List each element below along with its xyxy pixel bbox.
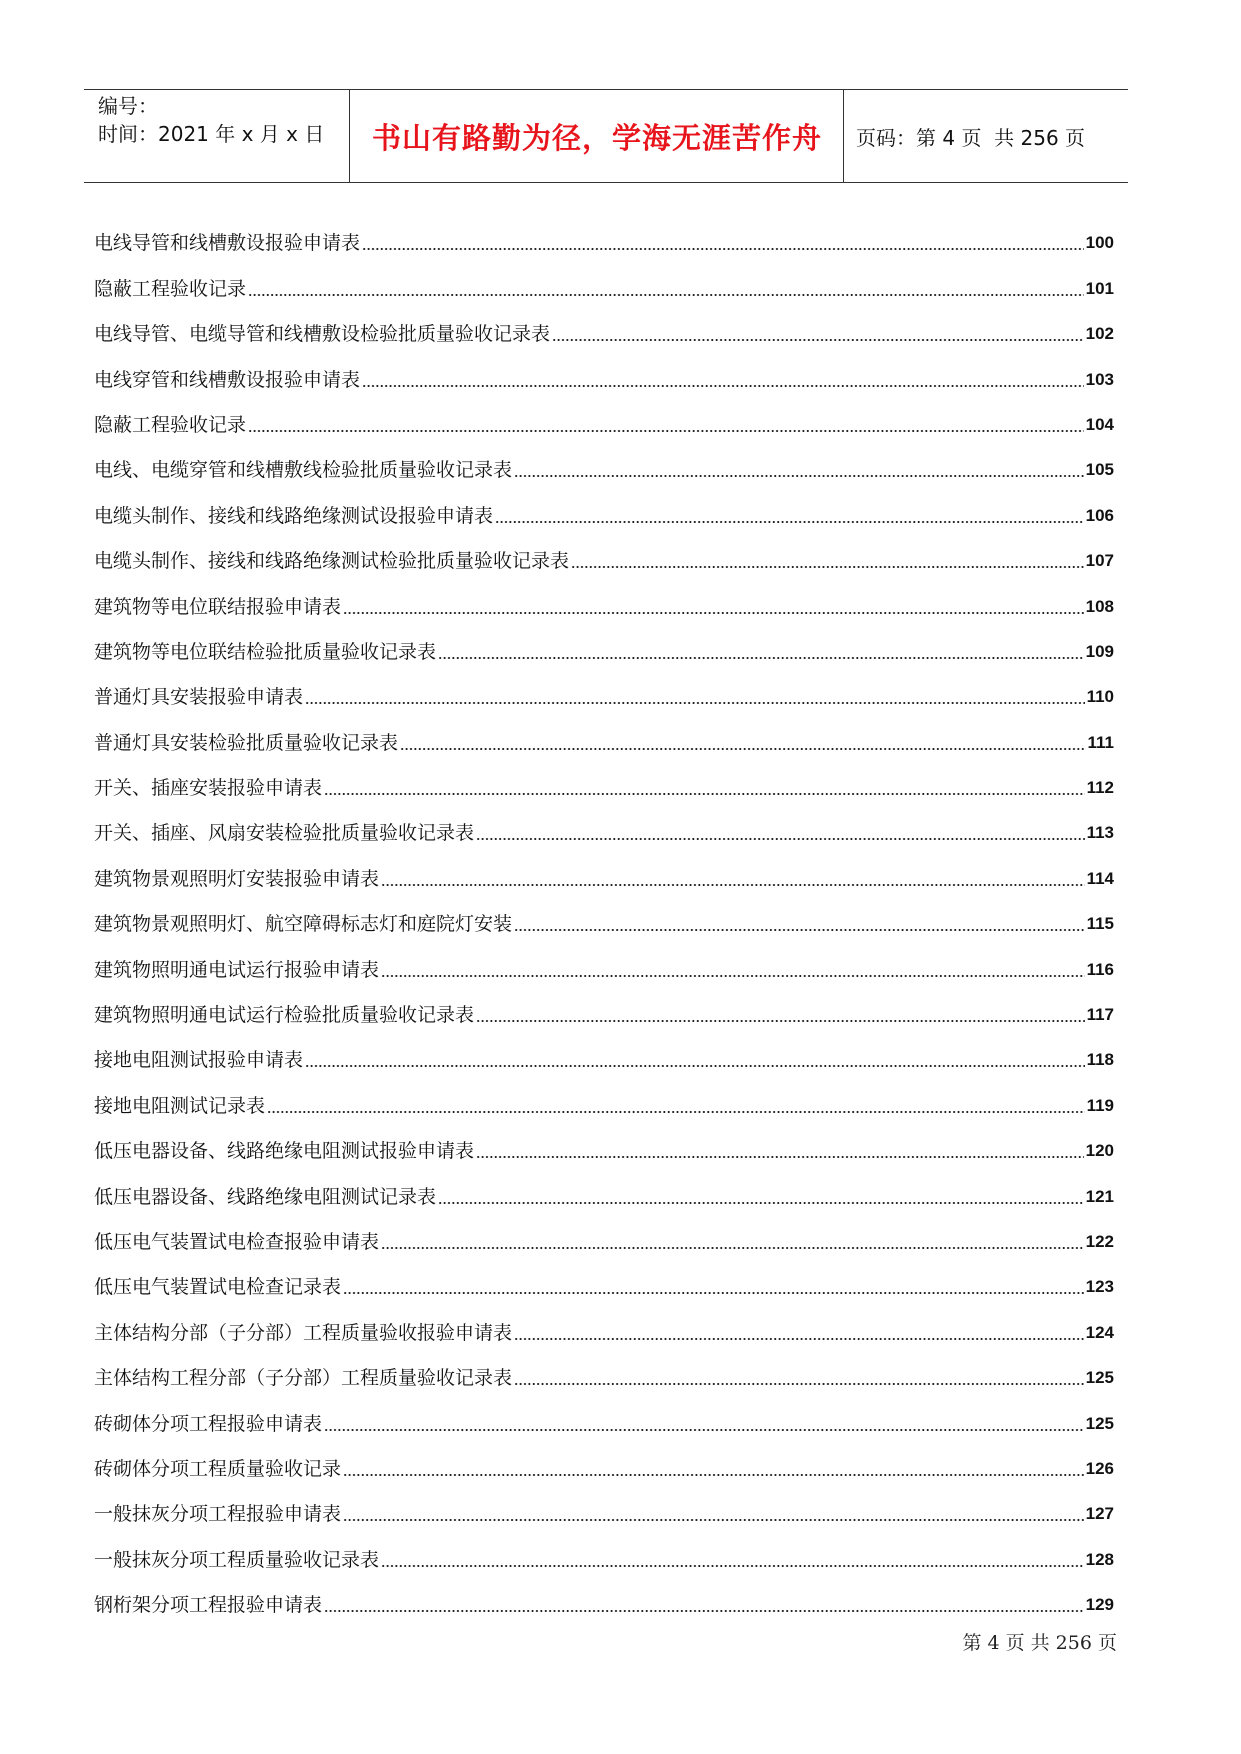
toc-entry[interactable]	[94, 620, 1114, 665]
toc-entry-title: 低压电气装置试电检查报验申请表	[94, 1230, 380, 1253]
toc-entry-page-number: 109	[1085, 641, 1114, 661]
toc-entry-title: 钢桁架分项工程报验申请表	[94, 1594, 323, 1617]
toc-dot-leader	[343, 611, 1084, 615]
toc-dot-leader	[248, 429, 1084, 433]
toc-dot-leader	[514, 1382, 1084, 1386]
toc-entry-page-number: 116	[1086, 959, 1114, 979]
toc-entry-page-number: 125	[1085, 1368, 1114, 1388]
toc-dot-leader	[343, 1518, 1084, 1522]
toc-dot-leader	[362, 247, 1084, 251]
toc-entry-page-number: 117	[1086, 1005, 1114, 1025]
toc-entry-page-number: 107	[1085, 551, 1114, 571]
toc-dot-leader	[514, 1337, 1084, 1341]
toc-dot-leader	[324, 1428, 1084, 1432]
toc-entry-title: 建筑物景观照明灯、航空障碍标志灯和庭院灯安装	[94, 913, 513, 936]
toc-entry-page-number: 110	[1086, 687, 1114, 707]
toc-entry-title: 低压电器设备、线路绝缘电阻测试报验申请表	[94, 1140, 475, 1163]
toc-entry-page-number: 108	[1085, 596, 1114, 616]
toc-entry[interactable]	[94, 1073, 1114, 1118]
toc-entry[interactable]	[94, 846, 1114, 891]
toc-entry-title: 接地电阻测试记录表	[94, 1094, 266, 1117]
toc-entry[interactable]	[94, 1482, 1114, 1527]
toc-dot-leader	[305, 1064, 1085, 1068]
toc-entry[interactable]	[94, 393, 1114, 438]
toc-entry[interactable]	[94, 892, 1114, 937]
toc-dot-leader	[343, 1473, 1084, 1477]
toc-entry-title: 电线导管、电缆导管和线槽敷设检验批质量验收记录表	[94, 323, 551, 346]
toc-entry[interactable]	[94, 983, 1114, 1028]
toc-dot-leader	[381, 883, 1085, 887]
toc-entry-title: 隐蔽工程验收记录	[94, 277, 247, 300]
toc-entry[interactable]	[94, 937, 1114, 982]
toc-entry-title: 建筑物等电位联结检验批质量验收记录表	[94, 640, 437, 663]
toc-entry[interactable]	[94, 1573, 1114, 1618]
toc-dot-leader	[343, 1291, 1084, 1295]
toc-entry-title: 开关、插座安装报验申请表	[94, 777, 323, 800]
toc-entry-page-number: 120	[1085, 1141, 1114, 1161]
toc-dot-leader	[514, 928, 1085, 932]
toc-entry-title: 建筑物照明通电试运行检验批质量验收记录表	[94, 1004, 475, 1027]
toc-entry-page-number: 121	[1085, 1186, 1114, 1206]
toc-entry-page-number: 112	[1086, 778, 1114, 798]
toc-entry-page-number: 100	[1085, 233, 1114, 253]
toc-entry-page-number: 114	[1086, 868, 1114, 888]
toc-entry[interactable]	[94, 1300, 1114, 1345]
toc-entry[interactable]	[94, 302, 1114, 347]
toc-entry[interactable]	[94, 1391, 1114, 1436]
toc-entry[interactable]	[94, 438, 1114, 483]
toc-entry[interactable]	[94, 1028, 1114, 1073]
toc-entry-title: 接地电阻测试报验申请表	[94, 1049, 304, 1072]
toc-entry-title: 一般抹灰分项工程质量验收记录表	[94, 1548, 380, 1571]
toc-entry-title: 主体结构工程分部（子分部）工程质量验收记录表	[94, 1367, 513, 1390]
toc-entry[interactable]	[94, 1255, 1114, 1300]
toc-entry[interactable]	[94, 1119, 1114, 1164]
toc-entry[interactable]	[94, 529, 1114, 574]
toc-entry[interactable]	[94, 801, 1114, 846]
toc-entry-title: 电缆头制作、接线和线路绝缘测试设报验申请表	[94, 504, 494, 527]
toc-entry-page-number: 105	[1085, 460, 1114, 480]
toc-dot-leader	[267, 1110, 1085, 1114]
toc-entry-title: 普通灯具安装报验申请表	[94, 686, 304, 709]
table-of-contents	[94, 211, 1114, 1618]
toc-entry[interactable]	[94, 1437, 1114, 1482]
toc-entry-page-number: 124	[1085, 1322, 1114, 1342]
toc-entry[interactable]	[94, 665, 1114, 710]
toc-entry-title: 低压电器设备、线路绝缘电阻测试记录表	[94, 1185, 437, 1208]
toc-entry-title: 隐蔽工程验收记录	[94, 413, 247, 436]
toc-entry-page-number: 102	[1085, 324, 1114, 344]
toc-entry-title: 开关、插座、风扇安装检验批质量验收记录表	[94, 822, 475, 845]
toc-dot-leader	[381, 974, 1085, 978]
toc-entry-page-number: 111	[1087, 732, 1114, 752]
toc-entry-title: 建筑物景观照明灯安装报验申请表	[94, 867, 380, 890]
toc-entry-page-number: 106	[1085, 505, 1114, 525]
toc-dot-leader	[476, 1019, 1085, 1023]
toc-entry-title: 电线、电缆穿管和线槽敷线检验批质量验收记录表	[94, 459, 513, 482]
toc-dot-leader	[305, 701, 1085, 705]
toc-entry-title: 建筑物照明通电试运行报验申请表	[94, 958, 380, 981]
header-page-info: 页码：第 4 页 共 256 页	[856, 125, 1086, 150]
toc-entry-page-number: 101	[1085, 278, 1114, 298]
toc-dot-leader	[438, 656, 1084, 660]
toc-entry-title: 建筑物等电位联结报验申请表	[94, 595, 342, 618]
toc-entry-page-number: 115	[1086, 914, 1114, 934]
toc-entry-page-number: 125	[1085, 1413, 1114, 1433]
toc-entry[interactable]	[94, 574, 1114, 619]
toc-dot-leader	[571, 565, 1084, 569]
toc-entry-title: 普通灯具安装检验批质量验收记录表	[94, 731, 399, 754]
toc-dot-leader	[400, 747, 1085, 751]
toc-entry-page-number: 122	[1085, 1231, 1114, 1251]
toc-entry[interactable]	[94, 756, 1114, 801]
toc-entry[interactable]	[94, 211, 1114, 256]
page-footer: 第 4 页 共 256 页	[962, 1632, 1117, 1654]
toc-entry[interactable]	[94, 256, 1114, 301]
toc-entry-page-number: 123	[1085, 1277, 1114, 1297]
toc-entry-title: 低压电气装置试电检查记录表	[94, 1276, 342, 1299]
toc-entry[interactable]	[94, 1210, 1114, 1255]
header-divider	[349, 90, 350, 182]
toc-entry-title: 电线导管和线槽敷设报验申请表	[94, 232, 361, 255]
toc-entry-title: 电线穿管和线槽敷设报验申请表	[94, 368, 361, 391]
toc-entry-page-number: 113	[1086, 823, 1114, 843]
toc-entry[interactable]	[94, 1346, 1114, 1391]
toc-dot-leader	[495, 520, 1084, 524]
toc-dot-leader	[438, 1201, 1084, 1205]
toc-entry-page-number: 126	[1085, 1458, 1114, 1478]
header-motto: 书山有路勤为径，学海无涯苦作舟	[371, 120, 822, 155]
toc-dot-leader	[476, 1155, 1084, 1159]
page-header	[84, 89, 1128, 183]
toc-entry[interactable]	[94, 483, 1114, 528]
toc-entry-title: 砖砌体分项工程质量验收记录	[94, 1457, 342, 1480]
toc-entry-page-number: 119	[1086, 1095, 1114, 1115]
toc-entry-page-number: 103	[1085, 369, 1114, 389]
toc-dot-leader	[476, 837, 1085, 841]
toc-dot-leader	[552, 338, 1084, 342]
toc-entry-title: 砖砌体分项工程报验申请表	[94, 1412, 323, 1435]
toc-dot-leader	[381, 1564, 1084, 1568]
toc-entry-title: 主体结构分部（子分部）工程质量验收报验申请表	[94, 1321, 513, 1344]
toc-dot-leader	[514, 474, 1084, 478]
toc-entry-page-number: 128	[1085, 1549, 1114, 1569]
toc-entry-page-number: 104	[1085, 414, 1114, 434]
toc-entry-page-number: 127	[1085, 1504, 1114, 1524]
toc-entry[interactable]	[94, 710, 1114, 755]
document-time-label: 时间：2021 年 x 月 x 日	[98, 122, 325, 146]
document-number-label: 编号：	[98, 94, 158, 118]
toc-entry[interactable]	[94, 1527, 1114, 1572]
toc-dot-leader	[362, 384, 1084, 388]
toc-entry-page-number: 129	[1085, 1595, 1114, 1615]
header-divider	[843, 90, 844, 182]
toc-dot-leader	[381, 1246, 1084, 1250]
toc-entry-title: 电缆头制作、接线和线路绝缘测试检验批质量验收记录表	[94, 550, 570, 573]
toc-dot-leader	[248, 293, 1084, 297]
toc-entry-title: 一般抹灰分项工程报验申请表	[94, 1503, 342, 1526]
toc-entry-page-number: 118	[1086, 1050, 1114, 1070]
toc-entry[interactable]	[94, 347, 1114, 392]
toc-dot-leader	[324, 792, 1085, 796]
toc-entry[interactable]	[94, 1164, 1114, 1209]
toc-dot-leader	[324, 1609, 1084, 1613]
